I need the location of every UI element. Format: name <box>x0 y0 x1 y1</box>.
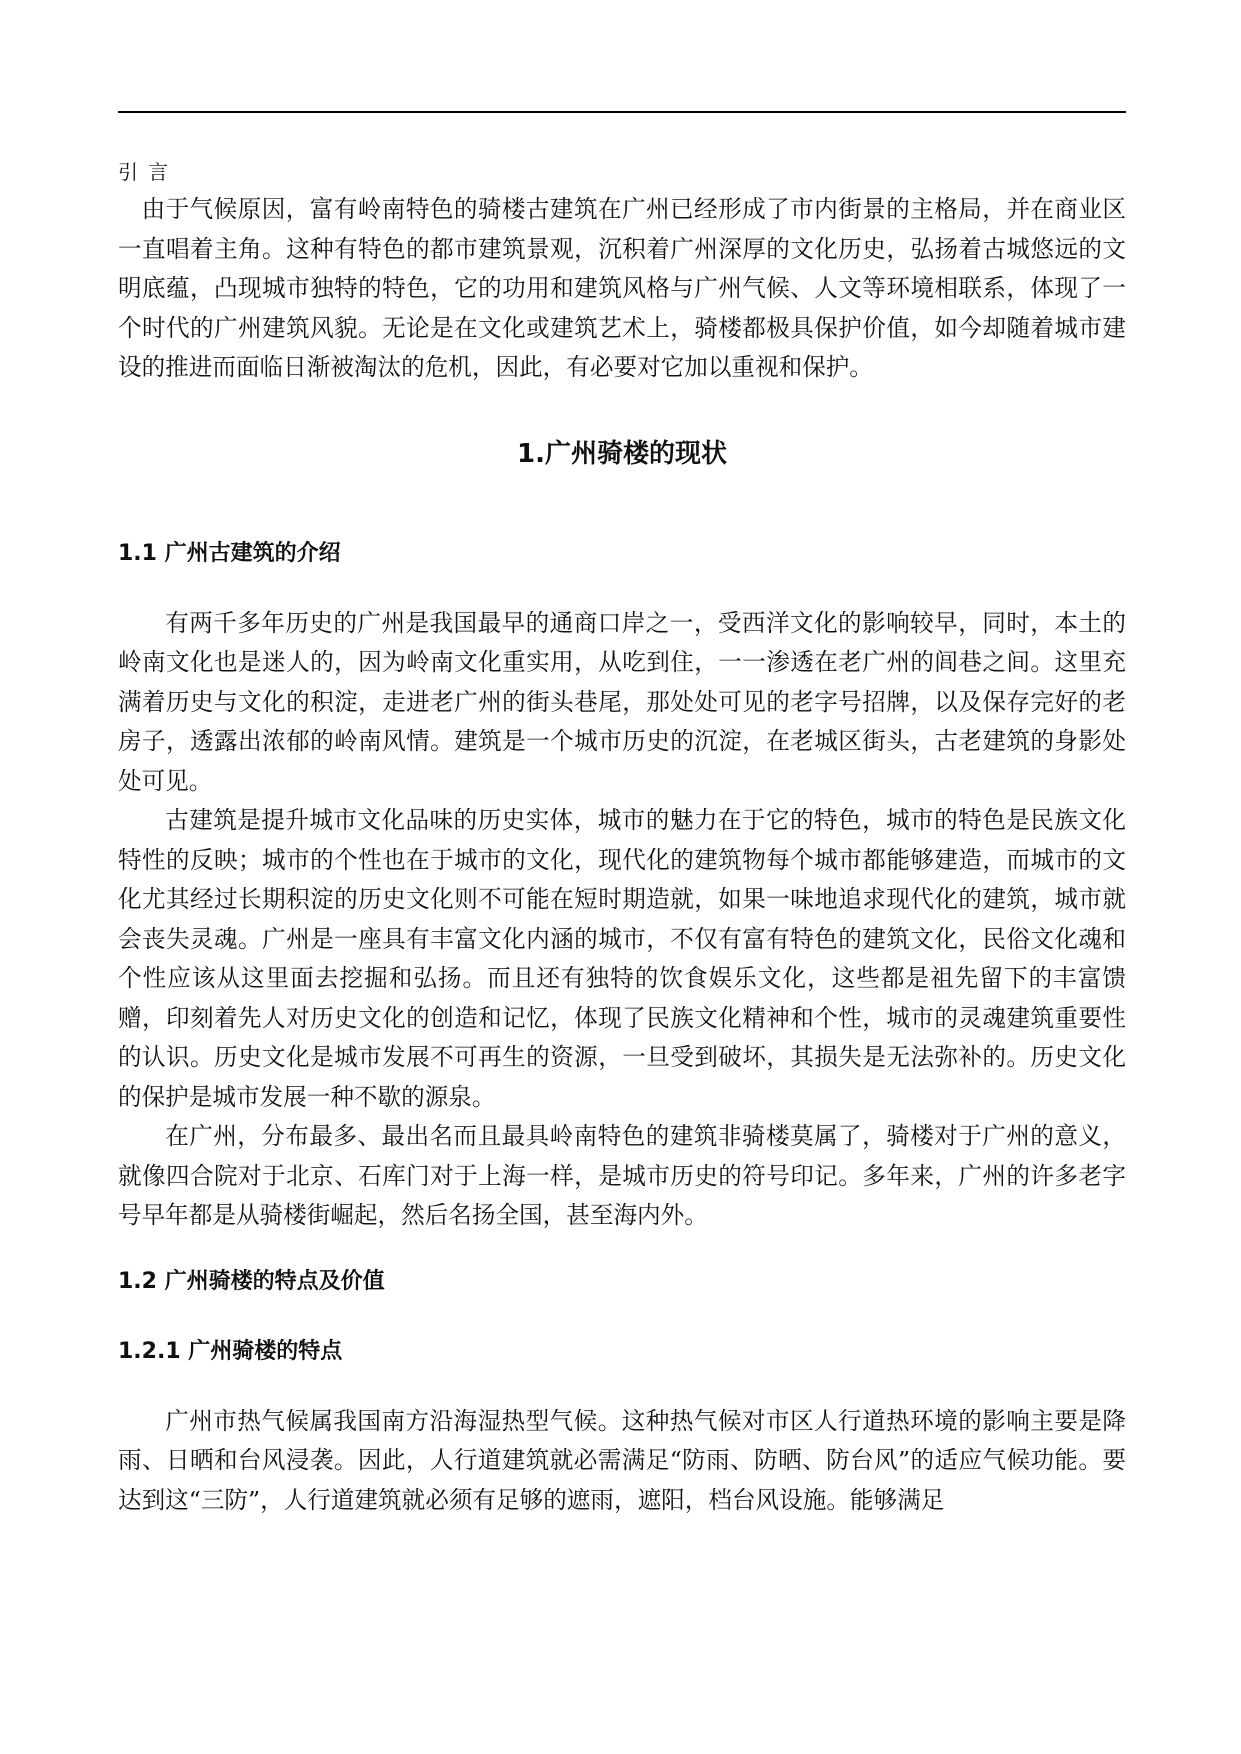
document-page <box>118 150 1126 1520</box>
intro-label: 引言 <box>118 160 178 184</box>
intro-paragraph: 由于气候原因，富有岭南特色的骑楼古建筑在广州已经形成了市内街景的主格局，并在商业区一直唱着主角。这种有特色的都市建筑景观，沉积着广州深厚的文化历史，弘扬着古城悠远的文明底蕴，凸现城市独特的特色，它的功用和建筑风格与广州气候、人文等环境相联系，体现了一个时代的广州建筑风貌。无论是在文化或建筑艺术上，骑楼都极具保护价值，如今却随着城市建设的推进而面临日渐被淘汰的危机，因此，有必要对它加以重视和保护。 <box>118 195 1126 381</box>
section-1-1-paragraph-1: 有两千多年历史的广州是我国最早的通商口岸之一，受西洋文化的影响较早，同时，本土的岭南文化也是迷人的，因为岭南文化重实用，从吃到住，一一渗透在老广州的闾巷之间。这里充满着历史与文化的积淀，走进老广州的街头巷尾，那处处可见的老字号招牌，以及保存完好的老房子，透露出浓郁的岭南风情。建筑是一个城市历史的沉淀，在老城区街头，古老建筑的身影处处可见。 <box>118 608 1126 795</box>
section-1-2-title: 1.2 广州骑楼的特点及价值 <box>118 1268 385 1294</box>
section-1-1-title: 1.1 广州古建筑的介绍 <box>118 540 341 566</box>
section-1-2-1-paragraph-1: 广州市热气候属我国南方沿海湿热型气候。这种热气候对市区人行道热环境的影响主要是降雨、日晒和台风浸袭。因此，人行道建筑就必需满足“防雨、防晒、防台风”的适应气候功能。要达到这“三防”，人行道建筑就必须有足够的遮雨，遮阳，档台风设施。能够满足 <box>118 1406 1126 1514</box>
section-1-1-paragraph-2: 古建筑是提升城市文化品味的历史实体，城市的魅力在于它的特色，城市的特色是民族文化特性的反映；城市的个性也在于城市的文化，现代化的建筑物每个城市都能够建造，而城市的文化尤其经过长期积淀的历史文化则不可能在短时期造就，如果一味地追求现代化的建筑，城市就会丧失灵魂。广州是一座具有丰富文化内涵的城市，不仅有富有特色的建筑文化，民俗文化魂和个性应该从这里面去挖掘和弘扬。而且还有独特的饮食娱乐文化，这些都是祖先留下的丰富馈赠，印刻着先人对历史文化的创造和记忆，体现了民族文化精神和个性，城市的灵魂建筑重要性的认识。历史文化是城市发展不可再生的资源，一旦受到破坏，其损失是无法弥补的。历史文化的保护是城市发展一种不歇的源泉。 <box>118 806 1126 1111</box>
section-1-1-paragraph-3: 在广州，分布最多、最出名而且最具岭南特色的建筑非骑楼莫属了，骑楼对于广州的意义，就像四合院对于北京、石库门对于上海一样，是城市历史的符号印记。多年来，广州的许多老字号早年都是从骑楼街崛起，然后名扬全国，甚至海内外。 <box>118 1122 1126 1229</box>
header-rule <box>118 111 1126 113</box>
chapter-title: 1.广州骑楼的现状 <box>517 438 727 469</box>
section-1-2-1-title: 1.2.1 广州骑楼的特点 <box>118 1338 343 1364</box>
